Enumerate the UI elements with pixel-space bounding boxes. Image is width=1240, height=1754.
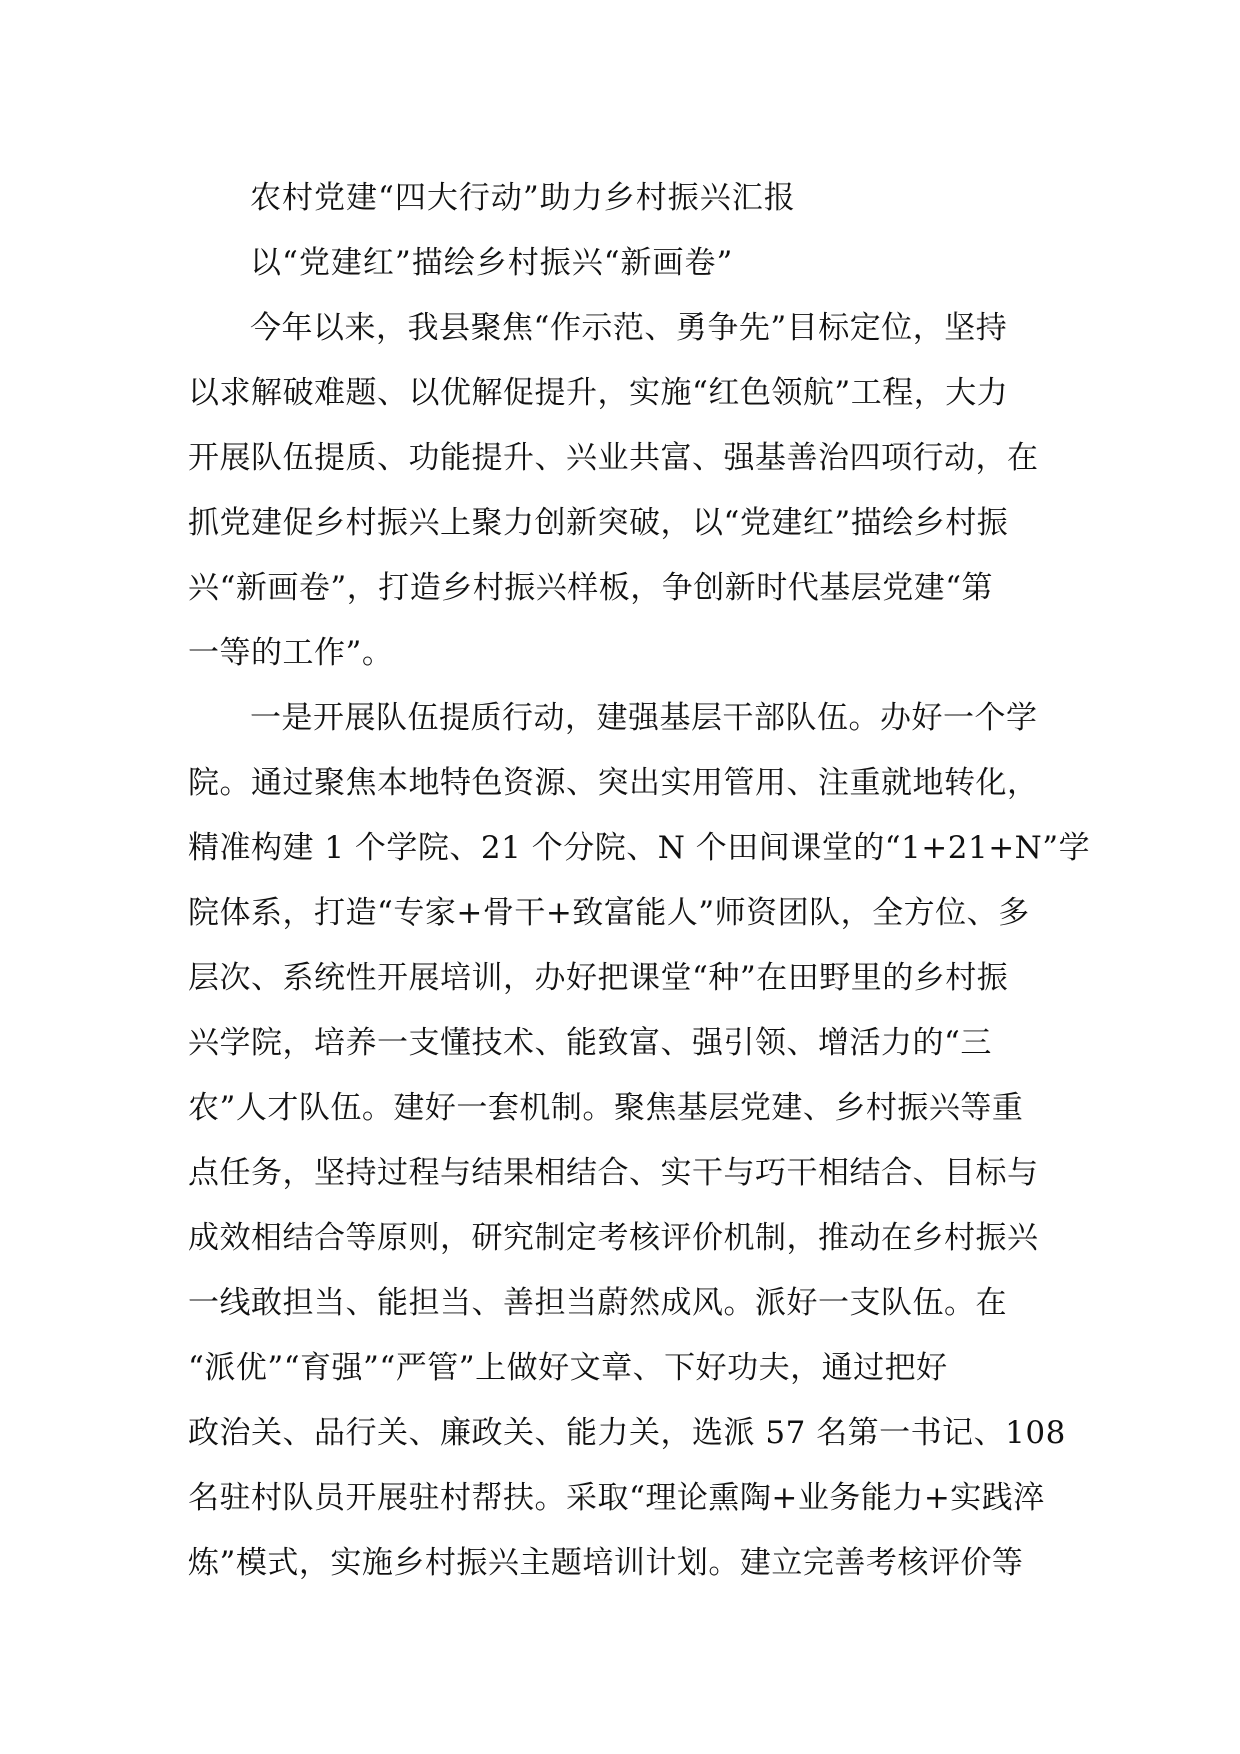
paragraph-line: 炼”模式，实施乡村振兴主题培训计划。建立完善考核评价等 (188, 1545, 1024, 1581)
paragraph-intro (188, 296, 1054, 686)
paragraph-line: 以求解破难题、以优解促提升，实施“红色领航”工程，大力 (188, 375, 1009, 411)
paragraph-line: 一线敢担当、能担当、善担当蔚然成风。派好一支队伍。在 (188, 1285, 1007, 1321)
paragraph-line: 院体系，打造“专家+骨干+致富能人”师资团队，全方位、多 (188, 895, 1030, 931)
paragraph-team-quality (188, 686, 1091, 1596)
paragraph-line: 兴“新画卷”，打造乡村振兴样板，争创新时代基层党建“第 (188, 570, 994, 606)
paragraph-line: “派优”“育强”“严管”上做好文章、下好功夫，通过把好 (188, 1350, 948, 1386)
paragraph-line: 今年以来，我县聚焦“作示范、勇争先”目标定位，坚持 (250, 310, 1008, 346)
paragraph-line: 兴学院，培养一支懂技术、能致富、强引领、增活力的“三 (188, 1025, 992, 1061)
paragraph-line: 成效相结合等原则，研究制定考核评价机制，推动在乡村振兴 (188, 1220, 1039, 1256)
document-subtitle: 以“党建红”描绘乡村振兴“新画卷” (250, 245, 734, 281)
paragraph-line: 政治关、品行关、廉政关、能力关，选派 57 名第一书记、108 (188, 1415, 1066, 1451)
paragraph-line: 开展队伍提质、功能提升、兴业共富、强基善治四项行动，在 (188, 440, 1039, 476)
paragraph-line: 农”人才队伍。建好一套机制。聚焦基层党建、乡村振兴等重 (188, 1090, 1024, 1126)
paragraph-line: 抓党建促乡村振兴上聚力创新突破，以“党建红”描绘乡村振 (188, 505, 1009, 541)
document-title: 农村党建“四大行动”助力乡村振兴汇报 (250, 180, 796, 216)
paragraph-line: 一是开展队伍提质行动，建强基层干部队伍。办好一个学 (250, 700, 1038, 736)
document-body (188, 166, 1091, 1596)
paragraph-line: 名驻村队员开展驻村帮扶。采取“理论熏陶+业务能力+实践淬 (188, 1480, 1045, 1516)
paragraph-line: 精准构建 1 个学院、21 个分院、N 个田间课堂的“1+21+N”学 (188, 830, 1091, 866)
paragraph-line: 层次、系统性开展培训，办好把课堂“种”在田野里的乡村振 (188, 960, 1009, 996)
paragraph-line: 点任务，坚持过程与结果相结合、实干与巧干相结合、目标与 (188, 1155, 1039, 1191)
paragraph-line: 院。通过聚焦本地特色资源、突出实用管用、注重就地转化， (188, 765, 1039, 801)
paragraph-line: 一等的工作”。 (188, 635, 394, 671)
